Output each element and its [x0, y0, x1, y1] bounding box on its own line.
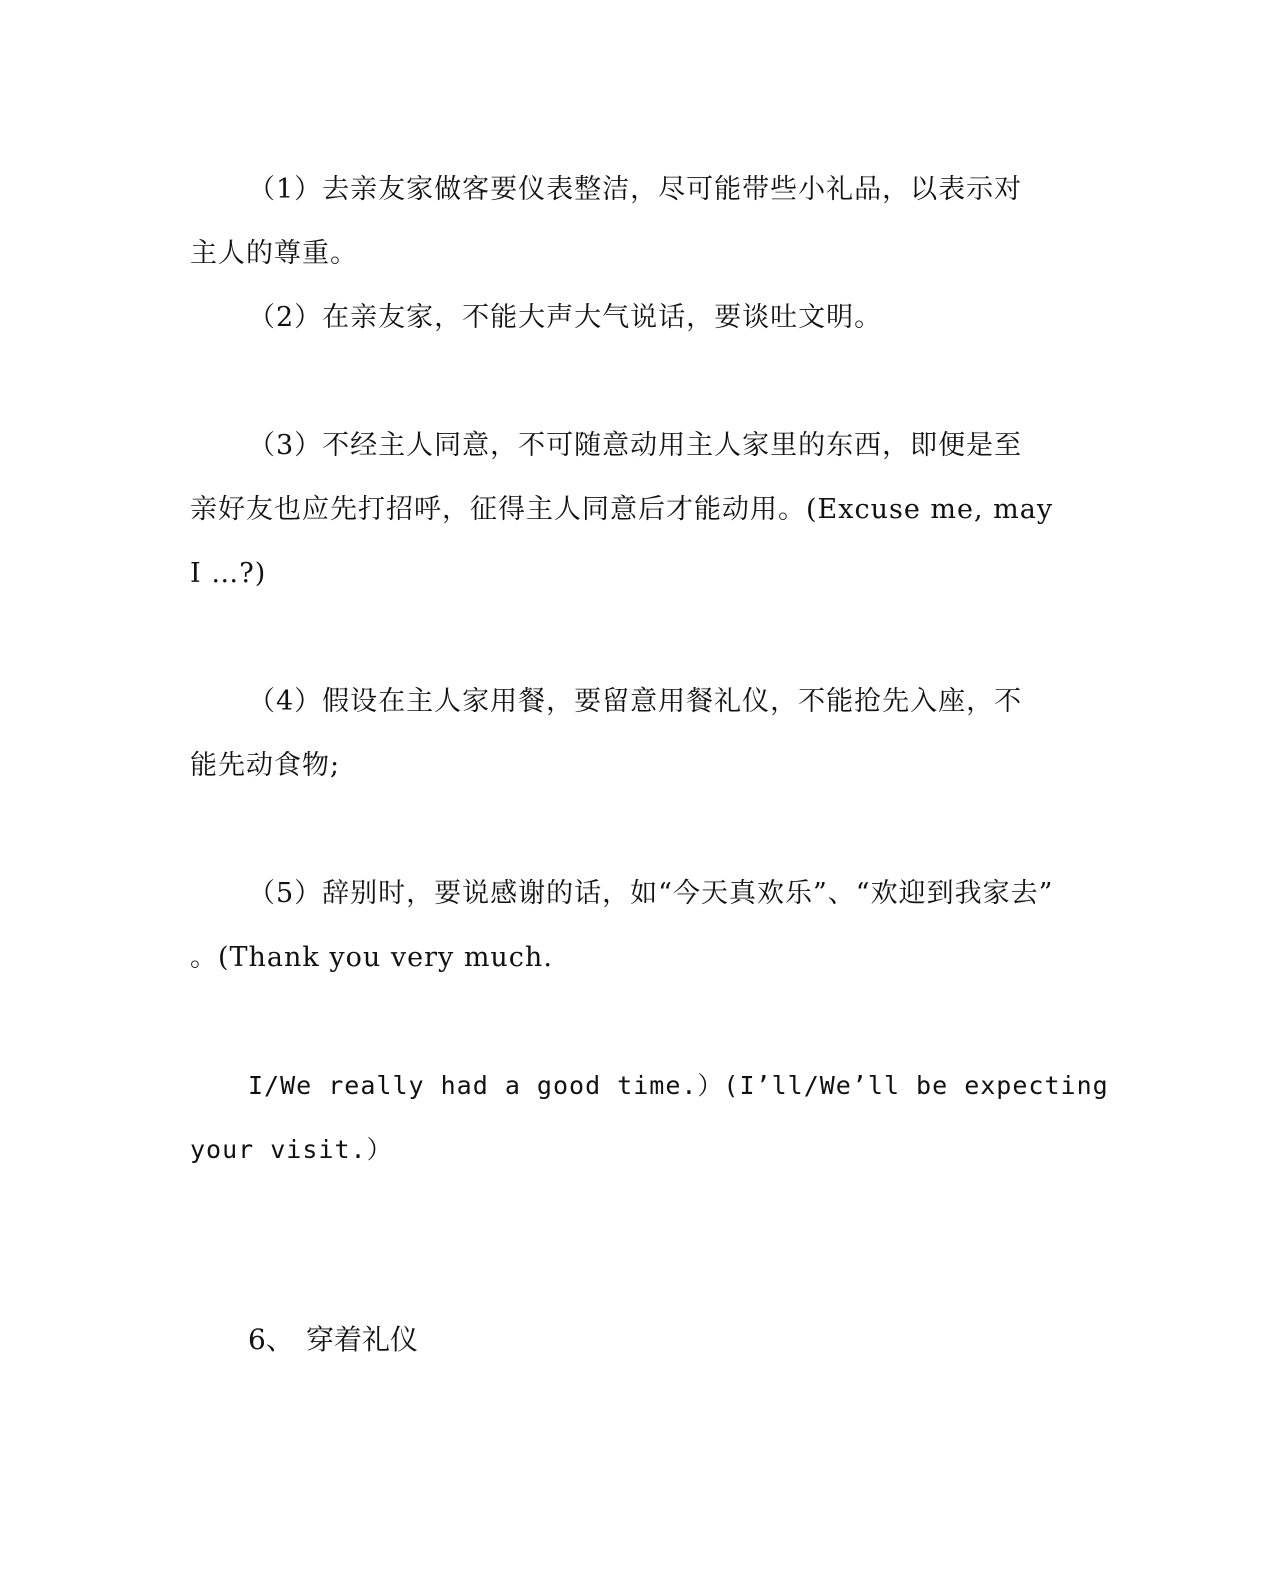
item-4-line-1: （4）假设在主人家用餐，要留意用餐礼仪，不能抢先入座，不 [248, 686, 1023, 717]
item-5-line-2: 。(Thank you very much. [190, 942, 553, 973]
item-1-line-1: （1）去亲友家做客要仪表整洁，尽可能带些小礼品，以表示对 [248, 174, 1023, 205]
item-5-line-1: （5）辞别时，要说感谢的话，如“今天真欢乐”、“欢迎到我家去” [248, 878, 1054, 909]
item-2-line-1: （2）在亲友家，不能大声大气说话，要谈吐文明。 [248, 302, 883, 333]
item-1-line-2: 主人的尊重。 [190, 238, 358, 269]
item-3-line-1: （3）不经主人同意，不可随意动用主人家里的东西，即便是至 [248, 430, 1023, 461]
item-6-line-2: your visit.） [190, 1135, 393, 1164]
item-4-line-2: 能先动食物; [190, 750, 341, 781]
item-6-line-1: I/We really had a good time.）(I’ll/We’ll be expecting [248, 1071, 1109, 1100]
item-3-line-2: 亲好友也应先打招呼，征得主人同意后才能动用。(Excuse me, may [190, 494, 1054, 525]
section-title: 穿着礼仪 [306, 1323, 419, 1356]
item-3-line-3: I …?) [190, 558, 267, 589]
section-heading [248, 1320, 418, 1360]
section-number: 6、 [248, 1323, 294, 1356]
